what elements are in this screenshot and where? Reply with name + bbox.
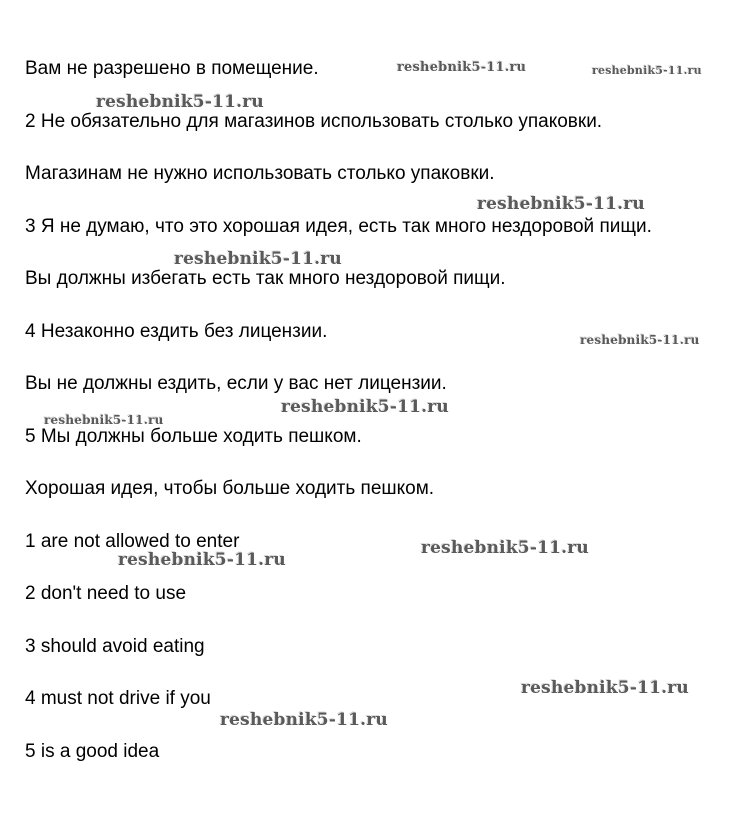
watermark: reshebnik5-11.ru [281, 397, 449, 417]
text-line-3: Магазинам не нужно использовать столько упаковки. [25, 163, 495, 184]
watermark: reshebnik5-11.ru [521, 678, 689, 698]
watermark: reshebnik5-11.ru [118, 550, 286, 570]
answer-line-1: 1 are not allowed to enter [25, 531, 240, 552]
text-line-4: 3 Я не думаю, что это хорошая идея, есть так много нездоровой пищи. [25, 216, 652, 237]
watermark: reshebnik5-11.ru [580, 333, 700, 347]
watermark: reshebnik5-11.ru [421, 538, 589, 558]
watermark: reshebnik5-11.ru [220, 710, 388, 730]
watermark: reshebnik5-11.ru [174, 249, 342, 269]
watermark: reshebnik5-11.ru [96, 92, 264, 112]
text-line-2: 2 Не обязательно для магазинов использовать столько упаковки. [25, 111, 603, 132]
watermark: reshebnik5-11.ru [592, 64, 702, 77]
watermark: reshebnik5-11.ru [44, 413, 164, 427]
text-line-6: 4 Незаконно ездить без лицензии. [25, 321, 328, 342]
watermark: reshebnik5-11.ru [397, 60, 527, 75]
text-line-5: Вы должны избегать есть так много нездоровой пищи. [25, 268, 506, 289]
answer-line-2: 2 don't need to use [25, 583, 187, 604]
watermark: reshebnik5-11.ru [477, 194, 645, 214]
text-line-9: Хорошая идея, чтобы больше ходить пешком. [25, 478, 435, 499]
text-line-1: Вам не разрешено в помещение. [25, 58, 319, 79]
answer-line-3: 3 should avoid eating [25, 636, 205, 657]
answer-line-4: 4 must not drive if you [25, 688, 211, 709]
text-line-7: Вы не должны ездить, если у вас нет лицензии. [25, 373, 447, 394]
text-line-8: 5 Мы должны больше ходить пешком. [25, 426, 362, 447]
answer-line-5: 5 is a good idea [25, 741, 160, 762]
